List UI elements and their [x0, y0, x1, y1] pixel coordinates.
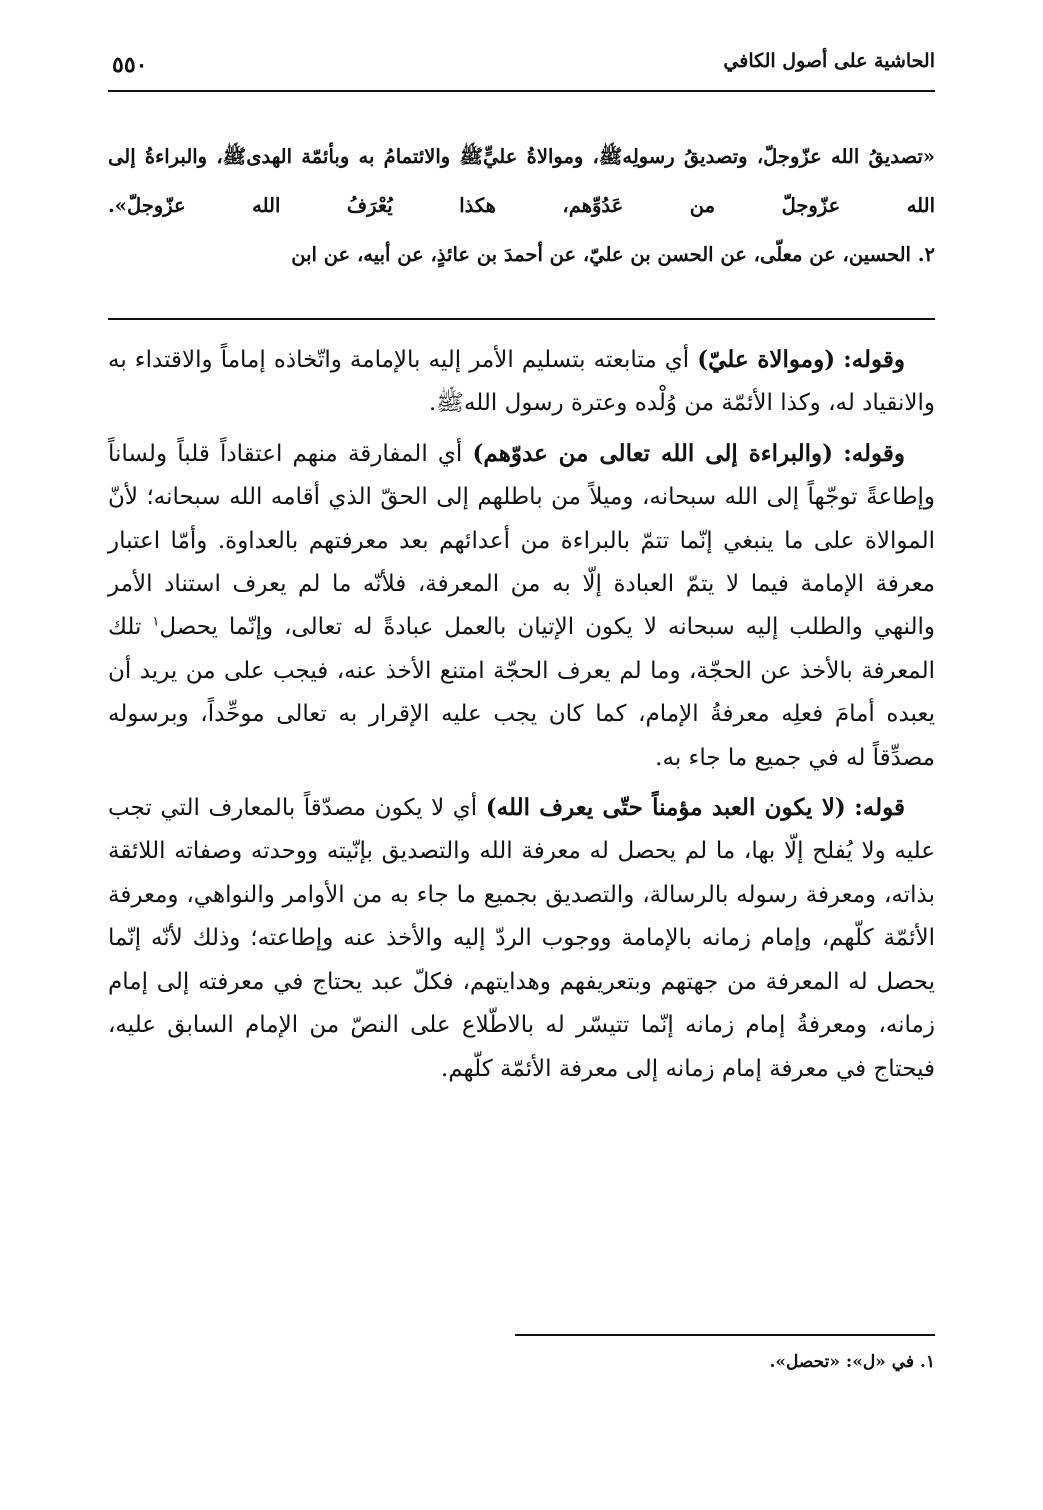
- header-divider: [108, 90, 935, 92]
- hadith-paragraph: «تصديقُ الله عزّوجلّ، وتصديقُ رسولِهﷺ، وموالاةُ عليٍّ‌ﷺ والائتمامُ به وبأئمّة الهدى‌ﷺ، والبراءةُ إلى الله عزّوجلّ من عَدُوِّهم، هكذا يُعْرَفُ الله عزّوجلّ».: [108, 145, 935, 217]
- running-title: الحاشية على أصول الكافي: [723, 50, 935, 72]
- commentary-text: أي لا يكون مصدّقاً بالمعارف التي تجب عليه ولا يُفلح إلّا بها، ما لم يحصل له معرفة الله والتصديق بإنّيته ووحدته وصفاته اللائقة بذاته، ومعرفة رسوله بالرسالة، والتصديق بجميع ما جاء به من الأوامر والنواهي، ومعرفة الأئمّة كلّهم، وإمام زمانه بالإمامة ووجوب الردّ إليه والأخذ عنه وإطاعته؛ وذلك لأنّه إنّما يحصل له المعرفة من جهتهم وبتعريفهم وهدايتهم، فكلّ عبد يحتاج في معرفته إلى إمام زمانه، ومعرفةُ إمام زمانه إنّما تتيسّر له بالاطّلاع على النصّ من الإمام السابق عليه، فيحتاج في معرفة إمام زمانه إلى معرفة الأئمّة كلّهم.: [108, 795, 935, 1082]
- footnote-reference[interactable]: ١: [152, 614, 160, 630]
- lemma-label: وقوله:: [843, 346, 905, 373]
- lemma-quote: (لا يكون العبد مؤمناً حتّى يعرف الله): [485, 794, 846, 822]
- footnote-divider: [515, 1334, 935, 1336]
- commentary-paragraph: [108, 786, 935, 1091]
- commentary-text: تلك المعرفة بالأخذ عن الحجّة، وما لم يعرف الحجّة امتنع الأخذ عنه، فيجب على من يريد أن يعبده أمامَ فعلِه معرفةُ الإمام، كما كان يجب عليه الإقرار به تعالى موحِّداً، وبرسوله مصدِّقاً له في جميع ما جاء به.: [108, 614, 935, 771]
- lemma-label: وقوله:: [843, 439, 906, 467]
- hadith-text: [108, 132, 935, 279]
- text-commentary-divider: [108, 318, 935, 320]
- commentary-paragraph: [108, 338, 935, 426]
- commentary-text: أي المفارقة منهم اعتقاداً قلباً ولساناً وإطاعةً توجّهاً إلى الله سبحانه، وميلاً من باطلهم إلى الحقّ الذي أقامه الله سبحانه؛ لأنّ الموالاة على ما ينبغي إنّما تتمّ بالبراءة من أعدائهم بعد معرفتهم بالعداوة. وأمّا اعتبار معرفة الإمامة فيما لا يتمّ العبادة إلّا به من المعرفة، فلأنّه ما لم يعرف استناد الأمر والنهي والطلب إليه سبحانه لا يكون الإتيان بالعمل عبادةً له تعالى، وإنّما يحصل: [108, 440, 935, 641]
- lemma-label: قوله:: [854, 794, 905, 822]
- hadith-chain: ٢. الحسين، عن معلّى، عن الحسن بن عليّ، عن أحمدَ بن عائذٍ، عن أبيه، عن ابن: [291, 243, 935, 266]
- commentary-paragraph: [108, 432, 935, 780]
- commentary: [108, 338, 935, 1091]
- page-number: ٥٥٠: [112, 52, 148, 78]
- footnote: ١. في «ل»: «تحصل».: [769, 1352, 935, 1372]
- commentary-text: أي متابعته بتسليم الأمر إليه بالإمامة واتّخاذه إماماً والاقتداء به والانقياد له، وكذا الأئمّة من وُلْده وعترة رسول اللهﷺ.: [108, 347, 935, 417]
- lemma-quote: (وموالاة عليّ): [697, 346, 836, 373]
- page-header: [108, 50, 935, 96]
- lemma-quote: (والبراءة إلى الله تعالى من عدوّهم): [472, 439, 833, 467]
